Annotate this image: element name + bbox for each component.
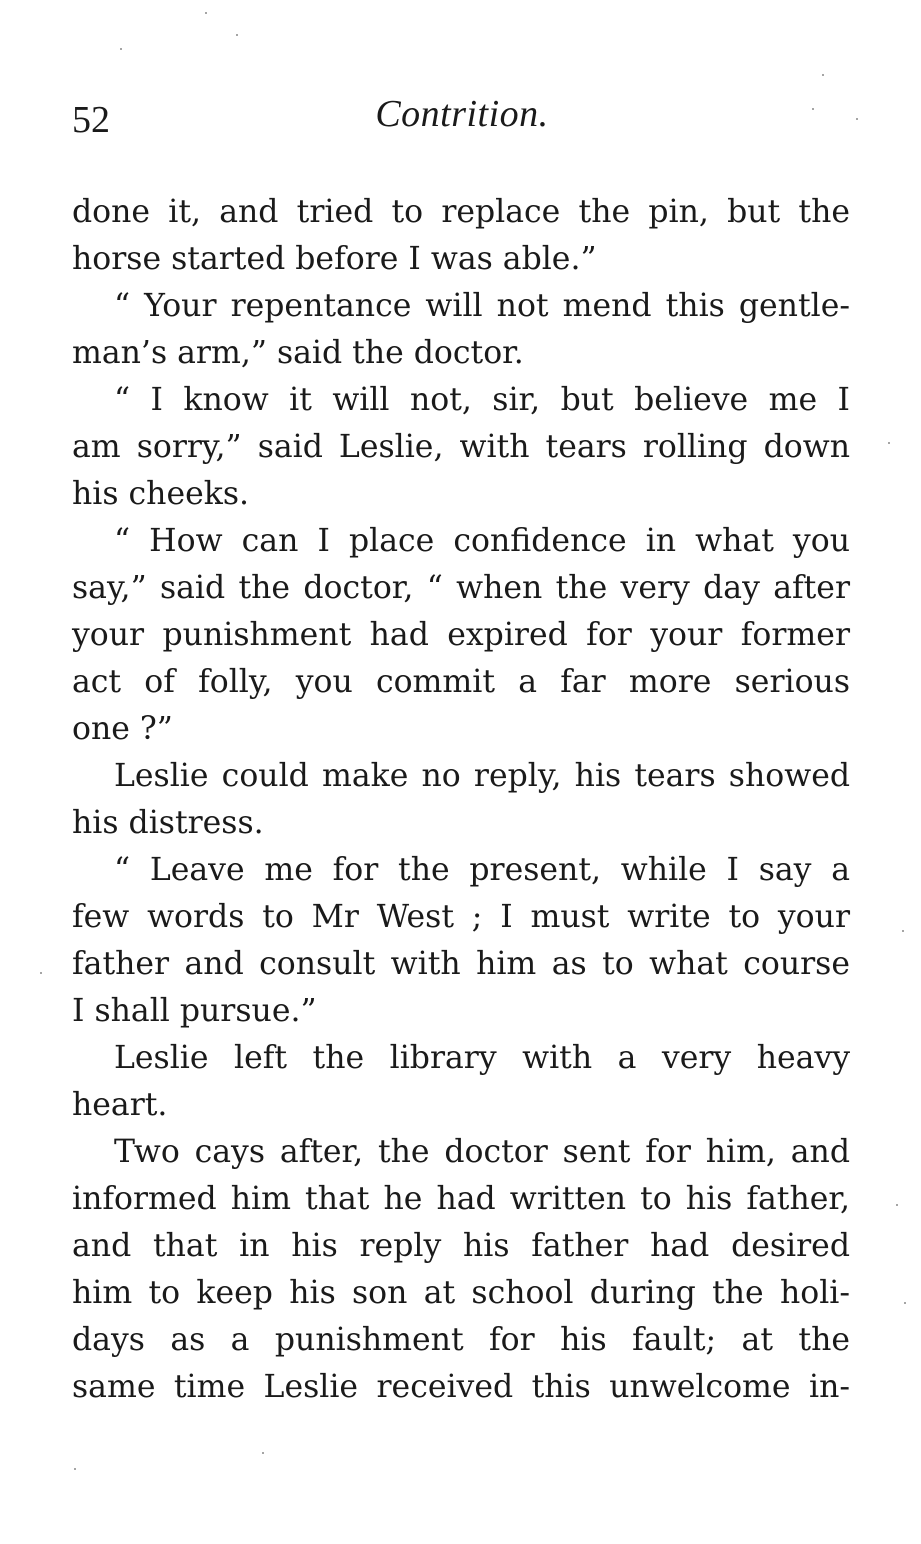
- scan-speck: [888, 442, 890, 444]
- text-line: act of folly, you commit a far more serious: [72, 664, 850, 700]
- text-line: man’s arm,” said the doctor.: [72, 335, 524, 371]
- scan-speck: [812, 108, 814, 110]
- page-number: 52: [72, 99, 110, 141]
- scan-speck: [822, 74, 824, 76]
- scan-speck: [262, 1452, 264, 1454]
- text-line: his cheeks.: [72, 476, 250, 512]
- scan-speck: [120, 48, 122, 50]
- scan-speck: [856, 118, 858, 120]
- scan-speck: [205, 12, 207, 14]
- text-line: Leslie could make no reply, his tears showed: [114, 758, 850, 794]
- scan-speck: [236, 34, 238, 36]
- text-line: same time Leslie received this unwelcome in-: [72, 1369, 850, 1405]
- text-line: horse started before I was able.”: [72, 241, 597, 277]
- text-line: say,” said the doctor, “ when the very day after: [72, 570, 850, 606]
- running-title: Contrition.: [375, 93, 549, 135]
- text-line: informed him that he had written to his father,: [72, 1181, 850, 1217]
- scan-speck: [896, 1204, 898, 1206]
- text-line: his distress.: [72, 805, 264, 841]
- text-line: him to keep his son at school during the holi-: [72, 1275, 850, 1311]
- text-line: your punishment had expired for your former: [72, 617, 850, 653]
- text-line: “ Your repentance will not mend this gentle-: [114, 288, 850, 324]
- body-text: [72, 189, 850, 1411]
- text-line: days as a punishment for his fault; at the: [72, 1322, 850, 1358]
- scan-speck: [902, 930, 904, 932]
- text-line: “ I know it will not, sir, but believe me I: [114, 382, 850, 418]
- text-line: few words to Mr West ; I must write to your: [72, 899, 850, 935]
- scan-speck: [40, 972, 42, 974]
- scan-speck: [74, 1468, 76, 1470]
- text-line: Leslie left the library with a very heavy: [114, 1040, 850, 1076]
- page-header: [72, 92, 852, 152]
- text-line: heart.: [72, 1087, 168, 1123]
- text-line: one ?”: [72, 711, 173, 747]
- text-line: and that in his reply his father had desired: [72, 1228, 850, 1264]
- text-line: done it, and tried to replace the pin, but the: [72, 194, 850, 230]
- text-line: I shall pursue.”: [72, 993, 317, 1029]
- text-line: “ How can I place confidence in what you: [114, 523, 850, 559]
- text-line: am sorry,” said Leslie, with tears rolling down: [72, 429, 850, 465]
- text-line: Two cays after, the doctor sent for him, and: [114, 1134, 850, 1170]
- text-line: father and consult with him as to what course: [72, 946, 850, 982]
- text-line: “ Leave me for the present, while I say a: [114, 852, 850, 888]
- scan-speck: [904, 1302, 906, 1304]
